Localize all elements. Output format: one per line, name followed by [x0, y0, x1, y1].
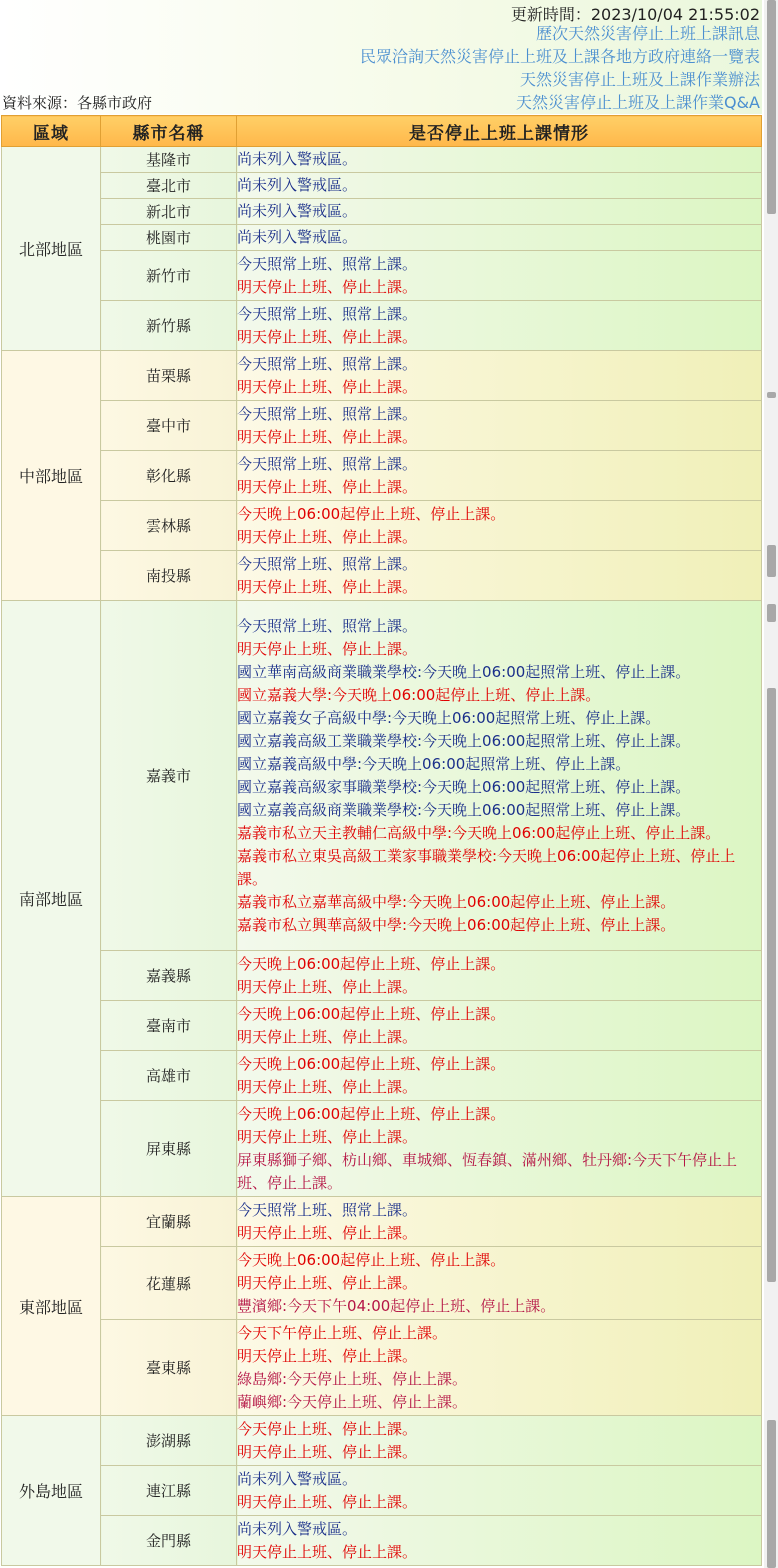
- status-line: 明天停止上班、停止上課。: [237, 577, 418, 596]
- status-cell: [237, 1001, 762, 1051]
- table-row: [2, 147, 762, 173]
- status-line: 今天晚上06:00起停止上班、停止上課。: [237, 1054, 506, 1073]
- status-line: 明天停止上班、停止上課。: [237, 527, 418, 546]
- status-line: 今天照常上班、照常上課。: [237, 354, 418, 373]
- status-line: 明天停止上班、停止上課。: [237, 1127, 418, 1146]
- table-row: [2, 1516, 762, 1566]
- scrollbar-thumb[interactable]: [767, 688, 776, 1282]
- city-cell: 新北市: [101, 199, 237, 225]
- update-time: 更新時間：2023/10/04 21:55:02: [510, 5, 760, 24]
- status-cell: [237, 1247, 762, 1320]
- status-line: 今天照常上班、照常上課。: [237, 616, 418, 635]
- city-cell: 苗栗縣: [101, 351, 237, 401]
- status-cell: [237, 951, 762, 1001]
- status-cell: [237, 173, 762, 199]
- scrollbar-thumb[interactable]: [767, 545, 776, 577]
- region-cell: 東部地區: [2, 1197, 101, 1416]
- status-cell: [237, 1416, 762, 1466]
- status-line: 嘉義市私立天主教輔仁高級中學:今天晚上06:00起停止上班、停止上課。: [237, 823, 721, 842]
- link-contact-list[interactable]: 民眾洽詢天然災害停止上班及上課各地方政府連絡一覽表: [359, 47, 760, 66]
- status-line: 今天停止上班、停止上課。: [237, 1419, 418, 1438]
- table-row: [2, 173, 762, 199]
- region-cell: 外島地區: [2, 1416, 101, 1566]
- status-line: 明天停止上班、停止上課。: [237, 1077, 418, 1096]
- table-row: [2, 199, 762, 225]
- city-cell: 彰化縣: [101, 451, 237, 501]
- table-row: [2, 1320, 762, 1416]
- city-cell: 基隆市: [101, 147, 237, 173]
- status-cell: [237, 1466, 762, 1516]
- table-header-row: [2, 116, 762, 147]
- status-cell: [237, 251, 762, 301]
- table-row: [2, 1466, 762, 1516]
- status-line: 今天晚上06:00起停止上班、停止上課。: [237, 504, 506, 523]
- status-line: 國立嘉義高級商業職業學校:今天晚上06:00起照常上班、停止上課。: [237, 800, 691, 819]
- status-line: 綠島鄉:今天停止上班、停止上課。: [237, 1369, 468, 1388]
- region-cell: 中部地區: [2, 351, 101, 601]
- scrollbar-thumb[interactable]: [767, 1420, 776, 1568]
- region-cell: 北部地區: [2, 147, 101, 351]
- table-row: [2, 225, 762, 251]
- table-row: [2, 501, 762, 551]
- status-line: 國立嘉義高級家事職業學校:今天晚上06:00起照常上班、停止上課。: [237, 777, 691, 796]
- scrollbar-thumb[interactable]: [767, 392, 776, 398]
- status-line: 明天停止上班、停止上課。: [237, 1442, 418, 1461]
- status-cell: [237, 401, 762, 451]
- status-line: 明天停止上班、停止上課。: [237, 1273, 418, 1292]
- status-line: 明天停止上班、停止上課。: [237, 377, 418, 396]
- table-row: [2, 1051, 762, 1101]
- status-line: 今天照常上班、照常上課。: [237, 1200, 418, 1219]
- suspension-table: [1, 115, 762, 1566]
- city-cell: 南投縣: [101, 551, 237, 601]
- status-line: 嘉義市私立嘉華高級中學:今天晚上06:00起停止上班、停止上課。: [237, 892, 676, 911]
- status-line: 明天停止上班、停止上課。: [237, 1542, 418, 1561]
- status-line: 尚未列入警戒區。: [237, 202, 358, 220]
- status-cell: [237, 451, 762, 501]
- status-cell: [237, 551, 762, 601]
- status-line: 屏東縣獅子鄉、枋山鄉、車城鄉、恆春鎮、滿州鄉、牡丹鄉:今天下午停止上班、停止上課。: [237, 1150, 738, 1192]
- status-line: 今天晚上06:00起停止上班、停止上課。: [237, 1104, 506, 1123]
- col-header-region: 區域: [2, 116, 101, 147]
- table-row: [2, 401, 762, 451]
- link-history[interactable]: 歷次天然災害停止上班上課訊息: [535, 24, 760, 43]
- status-cell: [237, 199, 762, 225]
- city-cell: 臺南市: [101, 1001, 237, 1051]
- city-cell: 新竹縣: [101, 301, 237, 351]
- table-body: [2, 147, 762, 1566]
- status-line: 國立嘉義高級工業職業學校:今天晚上06:00起照常上班、停止上課。: [237, 731, 691, 750]
- status-line: 明天停止上班、停止上課。: [237, 327, 418, 346]
- status-cell: [237, 301, 762, 351]
- status-line: 今天晚上06:00起停止上班、停止上課。: [237, 954, 506, 973]
- status-line: 今天照常上班、照常上課。: [237, 254, 418, 273]
- status-line: 今天晚上06:00起停止上班、停止上課。: [237, 1004, 506, 1023]
- status-line: 尚未列入警戒區。: [237, 150, 358, 168]
- scrollbar-thumb[interactable]: [767, 0, 776, 214]
- status-line: 國立嘉義高級中學:今天晚上06:00起照常上班、停止上課。: [237, 754, 631, 773]
- table-row: [2, 351, 762, 401]
- table-row: [2, 451, 762, 501]
- status-line: 國立華南高級商業職業學校:今天晚上06:00起照常上班、停止上課。: [237, 662, 691, 681]
- status-line: 蘭嶼鄉:今天停止上班、停止上課。: [237, 1392, 468, 1411]
- status-line: 明天停止上班、停止上課。: [237, 1027, 418, 1046]
- status-line: 明天停止上班、停止上課。: [237, 1223, 418, 1242]
- city-cell: 屏東縣: [101, 1101, 237, 1197]
- city-cell: 花蓮縣: [101, 1247, 237, 1320]
- status-cell: [237, 225, 762, 251]
- status-line: 今天照常上班、照常上課。: [237, 404, 418, 423]
- col-header-status: 是否停止上班上課情形: [237, 116, 762, 147]
- table-row: [2, 1001, 762, 1051]
- city-cell: 嘉義縣: [101, 951, 237, 1001]
- status-cell: [237, 1320, 762, 1416]
- table-row: [2, 601, 762, 951]
- status-line: 明天停止上班、停止上課。: [237, 1492, 418, 1511]
- status-cell: [237, 501, 762, 551]
- table-row: [2, 1416, 762, 1466]
- table-row: [2, 301, 762, 351]
- status-line: 明天停止上班、停止上課。: [237, 277, 418, 296]
- status-line: 尚未列入警戒區。: [237, 228, 358, 246]
- table-row: [2, 251, 762, 301]
- table-row: [2, 551, 762, 601]
- status-cell: [237, 1051, 762, 1101]
- city-cell: 臺東縣: [101, 1320, 237, 1416]
- status-line: 今天照常上班、照常上課。: [237, 454, 418, 473]
- status-line: 國立嘉義大學:今天晚上06:00起停止上班、停止上課。: [237, 685, 601, 704]
- status-cell: [237, 351, 762, 401]
- city-cell: 桃園市: [101, 225, 237, 251]
- city-cell: 連江縣: [101, 1466, 237, 1516]
- region-cell: 南部地區: [2, 601, 101, 1197]
- status-line: 豐濱鄉:今天下午04:00起停止上班、停止上課。: [237, 1296, 556, 1315]
- city-cell: 嘉義市: [101, 601, 237, 951]
- page-header: [0, 0, 762, 114]
- status-line: 今天照常上班、照常上課。: [237, 554, 418, 573]
- status-line: 今天下午停止上班、停止上課。: [237, 1323, 448, 1342]
- status-line: 尚未列入警戒區。: [237, 176, 358, 194]
- status-line: 明天停止上班、停止上課。: [237, 977, 418, 996]
- vertical-scrollbar[interactable]: [764, 0, 778, 1568]
- city-cell: 金門縣: [101, 1516, 237, 1566]
- status-cell: [237, 601, 762, 951]
- status-line: 明天停止上班、停止上課。: [237, 477, 418, 496]
- status-cell: [237, 147, 762, 173]
- city-cell: 宜蘭縣: [101, 1197, 237, 1247]
- status-line: 嘉義市私立興華高級中學:今天晚上06:00起停止上班、停止上課。: [237, 915, 676, 934]
- city-cell: 澎湖縣: [101, 1416, 237, 1466]
- table-row: [2, 951, 762, 1001]
- status-cell: [237, 1197, 762, 1247]
- link-qa[interactable]: 天然災害停止上班及上課作業Q&A: [515, 93, 760, 112]
- data-source: 資料來源：各縣市政府: [2, 94, 153, 112]
- status-line: 尚未列入警戒區。: [237, 1469, 358, 1488]
- status-line: 今天照常上班、照常上課。: [237, 304, 418, 323]
- link-regulations[interactable]: 天然災害停止上班及上課作業辦法: [519, 70, 760, 89]
- status-line: 今天晚上06:00起停止上班、停止上課。: [237, 1250, 506, 1269]
- city-cell: 雲林縣: [101, 501, 237, 551]
- city-cell: 臺中市: [101, 401, 237, 451]
- col-header-city: 縣市名稱: [101, 116, 237, 147]
- city-cell: 新竹市: [101, 251, 237, 301]
- table-row: [2, 1197, 762, 1247]
- status-line: 明天停止上班、停止上課。: [237, 1346, 418, 1365]
- status-line: 國立嘉義女子高級中學:今天晚上06:00起照常上班、停止上課。: [237, 708, 661, 727]
- header-links: [360, 22, 760, 114]
- scrollbar-thumb[interactable]: [767, 604, 776, 622]
- table-row: [2, 1101, 762, 1197]
- status-line: 嘉義市私立東吳高級工業家事職業學校:今天晚上06:00起停止上班、停止上課。: [237, 846, 736, 888]
- status-line: 明天停止上班、停止上課。: [237, 639, 418, 658]
- status-line: 尚未列入警戒區。: [237, 1519, 358, 1538]
- status-cell: [237, 1516, 762, 1566]
- table-row: [2, 1247, 762, 1320]
- city-cell: 高雄市: [101, 1051, 237, 1101]
- city-cell: 臺北市: [101, 173, 237, 199]
- status-cell: [237, 1101, 762, 1197]
- status-line: 明天停止上班、停止上課。: [237, 427, 418, 446]
